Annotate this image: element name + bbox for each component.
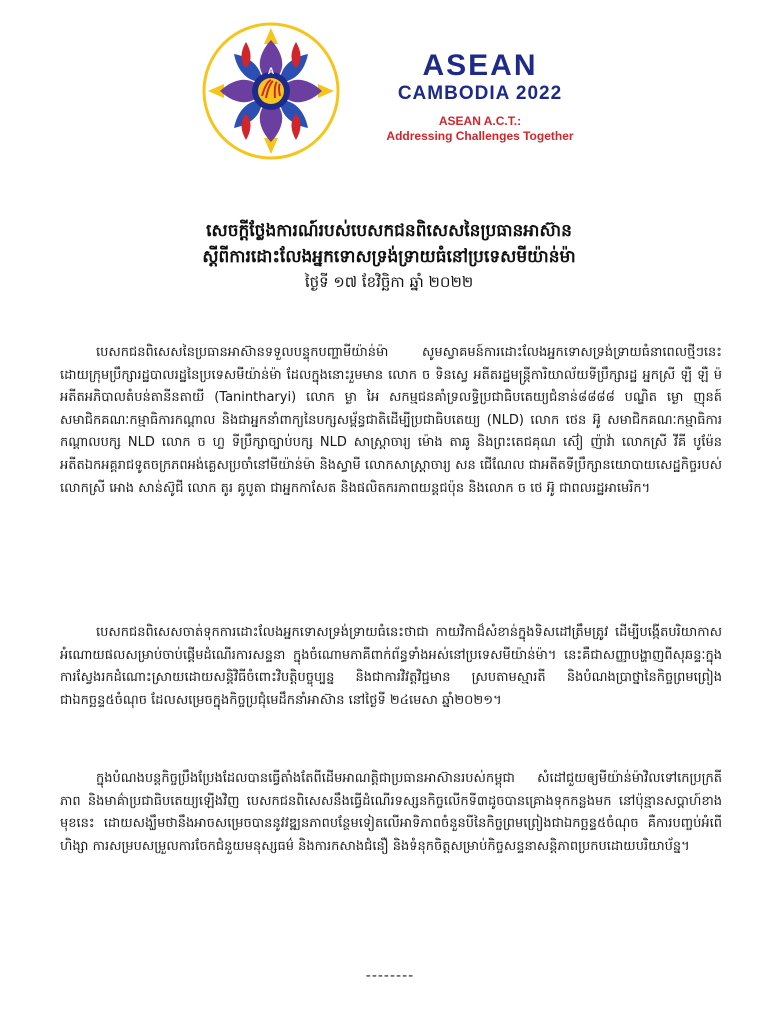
- paragraph-1-text: បេសកជនពិសេសនៃប្រធានអាស៊ានទទួលបន្ទុកបញ្ហាមីយ៉ាន់ម៉ា សូមស្វាគមន៍ការដោះលែងអ្នកទោសទ្រង់ទ្រាយធំនាពេលថ្មីៗនេះ ដោយក្រុមប្រឹក្សារដ្ឋបាលរដ្ឋនៃប្រទេសមីយ៉ាន់ម៉ា ដែលក្នុងនោះរួមមាន លោក ច ទិនស្វេ អតីតរដ្ឋមន្ត្រីការិយាល័យទីប្រឹក្សារដ្ឋ អ្នកស្រី ឡឺ ឡឺ ម៉ អតីតអភិបាលតំបន់តានីនតាយី (Tanintharyi) លោក ម្ងា អៃ សកម្មជនគាំទ្រលទ្ធិប្រជាធិបតេយ្យជំនាន់៨៨៨៨ បណ្ឌិត ម្ងោ ញុនត៍ សមាជិកគណៈកម្មាធិការកណ្តាល និងជាអ្នកនាំពាក្យនៃបក្សសម្ព័ន្ធជាតិដើម្បីប្រជាធិបតេយ្យ (NLD) លោក ថេន អ៊ូ សមាជិកគណៈកម្មាធិការកណ្តាលបក្ស NLD លោក ច ហ្ល ទីប្រឹក្សាច្បាប់បក្ស NLD សាស្ត្រាចារ្យ ម៉ោង តាឆូ និងព្រះតេជគុណ ស៊ៀ ញ៉ាវ៉ា លោកស្រី វីគី បូម៉ែន អតីតឯកអគ្គរាជទូតចក្រភពអង់គ្លេសប្រចាំនៅមីយ៉ាន់ម៉ា និងស្វាមី លោកសាស្ត្រាចារ្យ សន ជើណែល ជាអតីតទីប្រឹក្សានយោបាយសេដ្ឋកិច្ចរបស់លោកស្រី អោង សាន់ស៊ូជី លោក តូរ គូបូតា ជាអ្នកកាសែត និងផលិតករភាពយន្តជប៉ុន និងលោក ច ថេ អ៊ូ ជាពលរដ្ឋអាមេរិក។: [60, 345, 722, 496]
- end-mark: --------: [365, 968, 415, 984]
- tagline-line-2: Addressing Challenges Together: [386, 129, 574, 143]
- paragraph-2: [60, 622, 722, 712]
- paragraph-3-text: ក្នុងបំណងបន្តកិច្ចប្រឹងប្រែងដែលបានធ្វើតាំងតែពីដើមអាណត្តិជាប្រធានអាស៊ានរបស់កម្ពុជា សំដៅជួយឲ្យមីយ៉ាន់ម៉ាវិលទៅកេប្រក្រតីភាព និងមាគ៌ាប្រជាធិបតេយ្យឡើងវិញ បេសកជនពិសេសនឹងធ្វើដំណើរទស្សនកិច្ចលើកទី៣ដូចបានគ្រោងទុកកន្លងមក នៅប៉ុន្មានសប្តាហ៍ខាងមុខនេះ ដោយសង្ឃឹមថានឹងអាចសម្រេចបាននូវវឌ្ឍនភាពបន្ថែមទៀតលើអាទិភាពចំនួនបីនៃកិច្ចព្រមព្រៀងជាឯកច្ឆន្ទ៥ចំណុច គឺការបញ្ចប់អំពើហិង្សា ការសម្របសម្រួលការចែកជំនួយមនុស្សធម៌ និងការកសាងជំនឿ និងទំនុកចិត្តសម្រាប់កិច្ចសន្ទនាសន្តិភាពប្រកបដោយបរិយាប័ន្ន។: [60, 771, 722, 854]
- asean-cambodia-logo: [202, 22, 340, 160]
- svg-text:A: A: [267, 66, 275, 76]
- statement-title-line-2: ស្តីពីការដោះលែងអ្នកទោសទ្រង់ទ្រាយធំនៅប្រទេសមីយ៉ាន់ម៉ា: [202, 247, 576, 267]
- statement-title-block: [40, 218, 738, 294]
- paragraph-3: [60, 768, 722, 858]
- paragraph-1: [60, 342, 722, 500]
- lotus-emblem-icon: [202, 22, 340, 160]
- statement-title-line-1: សេចក្តីថ្លែងការណ៍របស់បេសកជនពិសេសនៃប្រធានអាស៊ាន: [206, 221, 572, 241]
- statement-date: ថ្ងៃទី ១៧ ខែវិច្ឆិកា ឆ្នាំ ២០២២: [304, 273, 474, 291]
- header: [0, 0, 778, 170]
- brand-title: ASEAN: [422, 49, 538, 82]
- brand-block: [370, 50, 590, 144]
- brand-subtitle: CAMBODIA 2022: [397, 83, 563, 104]
- tagline-line-1: ASEAN A.C.T.:: [438, 114, 522, 128]
- paragraph-2-text: បេសកជនពិសេសចាត់ទុកការដោះលែងអ្នកទោសទ្រង់ទ្រាយធំនេះថាជា កាយវិកាដ៏សំខាន់ក្នុងទិសដៅត្រឹមត្រូវ ដើម្បីបង្កើតបរិយាកាសអំណោយផលសម្រាប់ចាប់ផ្តើមដំណើរការសន្ទនា ក្នុងចំណោមភាគីពាក់ព័ន្ធទាំងអស់នៅប្រទេសមីយ៉ាន់ម៉ា។ នេះគឺជាសញ្ញាបង្ហាញពីសុឆន្ទៈក្នុងការស្វែងរកដំណោះស្រាយដោយសន្តិវិធីចំពោះវិបត្តិបច្ចុប្បន្ន និងជាការវិវត្តវិជ្ជមាន ស្របតាមស្មារតី និងបំណងប្រាថ្នានៃកិច្ចព្រមព្រៀងជាឯកច្ឆន្ទ៥ចំណុច ដែលសម្រេចក្នុងកិច្ចប្រជុំមេដឹកនាំអាស៊ាន នៅថ្ងៃទី ២៤មេសា ឆ្នាំ២០២១។: [60, 625, 722, 708]
